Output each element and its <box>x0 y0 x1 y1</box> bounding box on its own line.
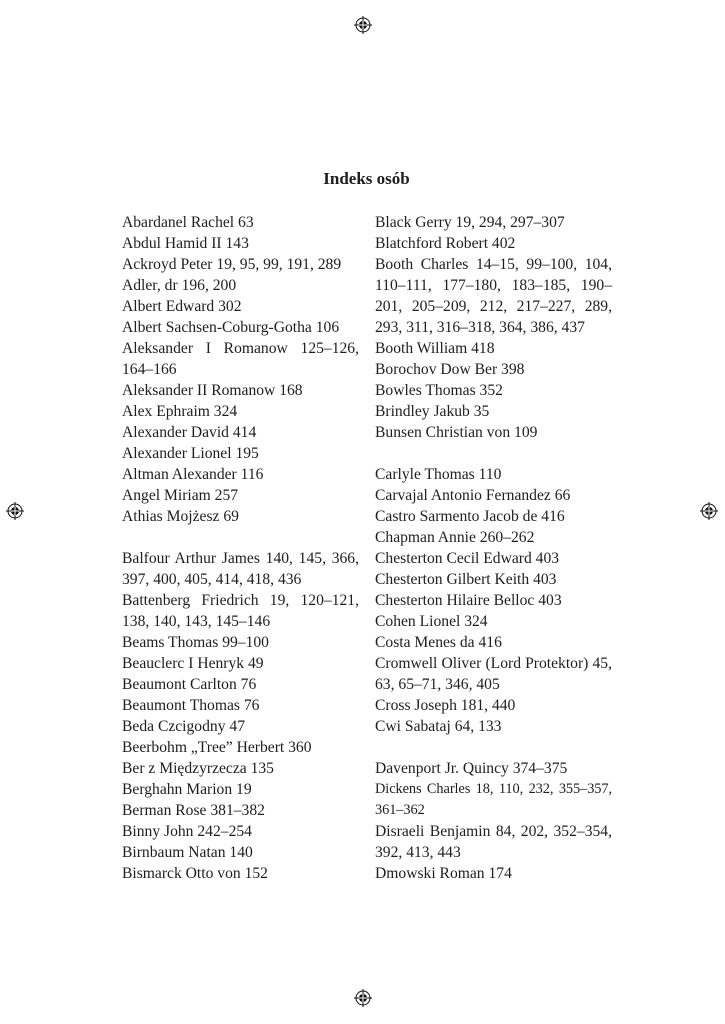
index-entry: Ackroyd Peter 19, 95, 99, 191, 289 <box>122 256 342 273</box>
index-entry: Chesterton Hilaire Belloc 403 <box>375 592 562 609</box>
index-entry: Albert Edward 302 <box>122 298 242 315</box>
index-entry: Cohen Lionel 324 <box>375 613 488 630</box>
index-entry: Davenport Jr. Quincy 374–375 <box>375 760 568 777</box>
index-entry: Disraeli Benjamin 84, 202, 352–354, 392, 413, 443 <box>375 823 612 861</box>
letter-group-gap <box>122 527 359 548</box>
index-entry: Chesterton Gilbert Keith 403 <box>375 571 557 588</box>
index-entry: Cross Joseph 181, 440 <box>375 697 516 714</box>
index-entry: Blatchford Robert 402 <box>375 235 516 252</box>
index-entry: Booth Charles 14–15, 99–100, 104, 110–111, 177–180, 183–185, 190–201, 205–209, 212, 217–227, 289, 293, 311, 316–318, 364, 386, 437 <box>375 256 612 336</box>
index-entry: Borochov Dow Ber 398 <box>375 361 525 378</box>
index-entry: Athias Mojżesz 69 <box>122 508 239 525</box>
index-entry: Beaumont Thomas 76 <box>122 697 260 714</box>
index-entry: Dmowski Roman 174 <box>375 865 512 882</box>
index-entry: Berman Rose 381–382 <box>122 802 265 819</box>
registration-mark-icon <box>700 502 718 520</box>
index-entry: Cromwell Oliver (Lord Protektor) 45, 63, 65–71, 346, 405 <box>375 655 612 693</box>
index-entry: Aleksander I Romanow 125–126, 164–166 <box>122 340 359 378</box>
index-entry: Balfour Arthur James 140, 145, 366, 397, 400, 405, 414, 418, 436 <box>122 550 359 588</box>
index-entry: Dickens Charles 18, 110, 232, 355–357, 361–362 <box>375 781 612 818</box>
index-entry: Bismarck Otto von 152 <box>122 865 268 882</box>
index-entry: Chesterton Cecil Edward 403 <box>375 550 560 567</box>
index-entry: Angel Miriam 257 <box>122 487 239 504</box>
index-entry: Berghahn Marion 19 <box>122 781 252 798</box>
index-entry: Aleksander II Romanow 168 <box>122 382 303 399</box>
index-entry: Castro Sarmento Jacob de 416 <box>375 508 565 525</box>
index-entry: Beams Thomas 99–100 <box>122 634 269 651</box>
page-title: Indeks osób <box>323 169 410 188</box>
index-entry: Adler, dr 196, 200 <box>122 277 237 294</box>
index-entry: Bowles Thomas 352 <box>375 382 503 399</box>
index-entry: Ber z Międzyrzecza 135 <box>122 760 274 777</box>
index-entry: Beauclerc I Henryk 49 <box>122 655 264 672</box>
index-entry: Chapman Annie 260–262 <box>375 529 535 546</box>
index-column-right <box>375 212 612 884</box>
registration-mark-icon <box>354 16 372 34</box>
index-entry: Carvajal Antonio Fernandez 66 <box>375 487 571 504</box>
index-entry: Alexander David 414 <box>122 424 257 441</box>
registration-mark-icon <box>354 989 372 1007</box>
index-entry: Costa Menes da 416 <box>375 634 502 651</box>
index-entry: Battenberg Friedrich 19, 120–121, 138, 140, 143, 145–146 <box>122 592 359 630</box>
index-entry: Abardanel Rachel 63 <box>122 214 254 231</box>
index-entry: Abdul Hamid II 143 <box>122 235 249 252</box>
letter-group-gap <box>375 737 612 758</box>
index-entry: Alex Ephraim 324 <box>122 403 238 420</box>
index-entry: Altman Alexander 116 <box>122 466 264 483</box>
index-entry: Albert Sachsen-Coburg-Gotha 106 <box>122 319 340 336</box>
index-entry: Birnbaum Natan 140 <box>122 844 253 861</box>
index-entry: Binny John 242–254 <box>122 823 252 840</box>
index-entry: Beerbohm „Tree” Herbert 360 <box>122 739 312 756</box>
index-entry: Alexander Lionel 195 <box>122 445 259 462</box>
index-entry: Carlyle Thomas 110 <box>375 466 502 483</box>
index-column-left <box>122 212 359 884</box>
index-entry: Beaumont Carlton 76 <box>122 676 257 693</box>
index-entry: Beda Czcigodny 47 <box>122 718 245 735</box>
index-entry: Brindley Jakub 35 <box>375 403 490 420</box>
index-entry: Bunsen Christian von 109 <box>375 424 538 441</box>
index-entry: Cwi Sabataj 64, 133 <box>375 718 502 735</box>
index-entry: Booth William 418 <box>375 340 495 357</box>
letter-group-gap <box>375 443 612 464</box>
registration-mark-icon <box>6 502 24 520</box>
index-entry: Black Gerry 19, 294, 297–307 <box>375 214 565 231</box>
